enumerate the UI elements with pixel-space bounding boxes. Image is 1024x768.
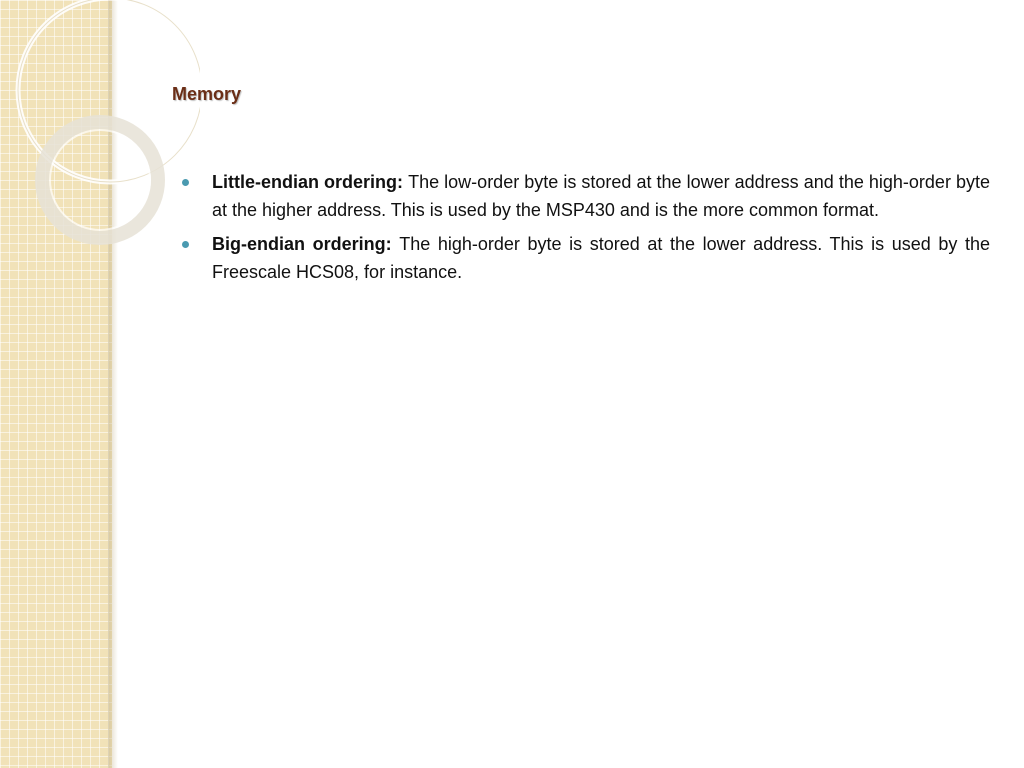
bullet-dot-icon	[182, 179, 189, 186]
bullet-item-little-endian	[182, 168, 990, 224]
slide-title: Memory	[172, 84, 242, 104]
bullet-dot-icon	[182, 241, 189, 248]
bullet-item-big-endian	[182, 230, 990, 286]
bullet-text: The low-order byte is stored at the lower address and the high-order byte at the higher address. This is used by the MSP430 and is the more common format.	[212, 172, 991, 220]
bullet-term: Big-endian ordering:	[212, 234, 400, 254]
decorative-circles	[0, 0, 200, 260]
bullet-term: Little-endian ordering:	[212, 172, 409, 192]
bullet-list	[182, 168, 990, 292]
bullet-text: The high-order byte is stored at the lower address. This is used by the Freescale HCS08, for instance.	[212, 234, 990, 282]
